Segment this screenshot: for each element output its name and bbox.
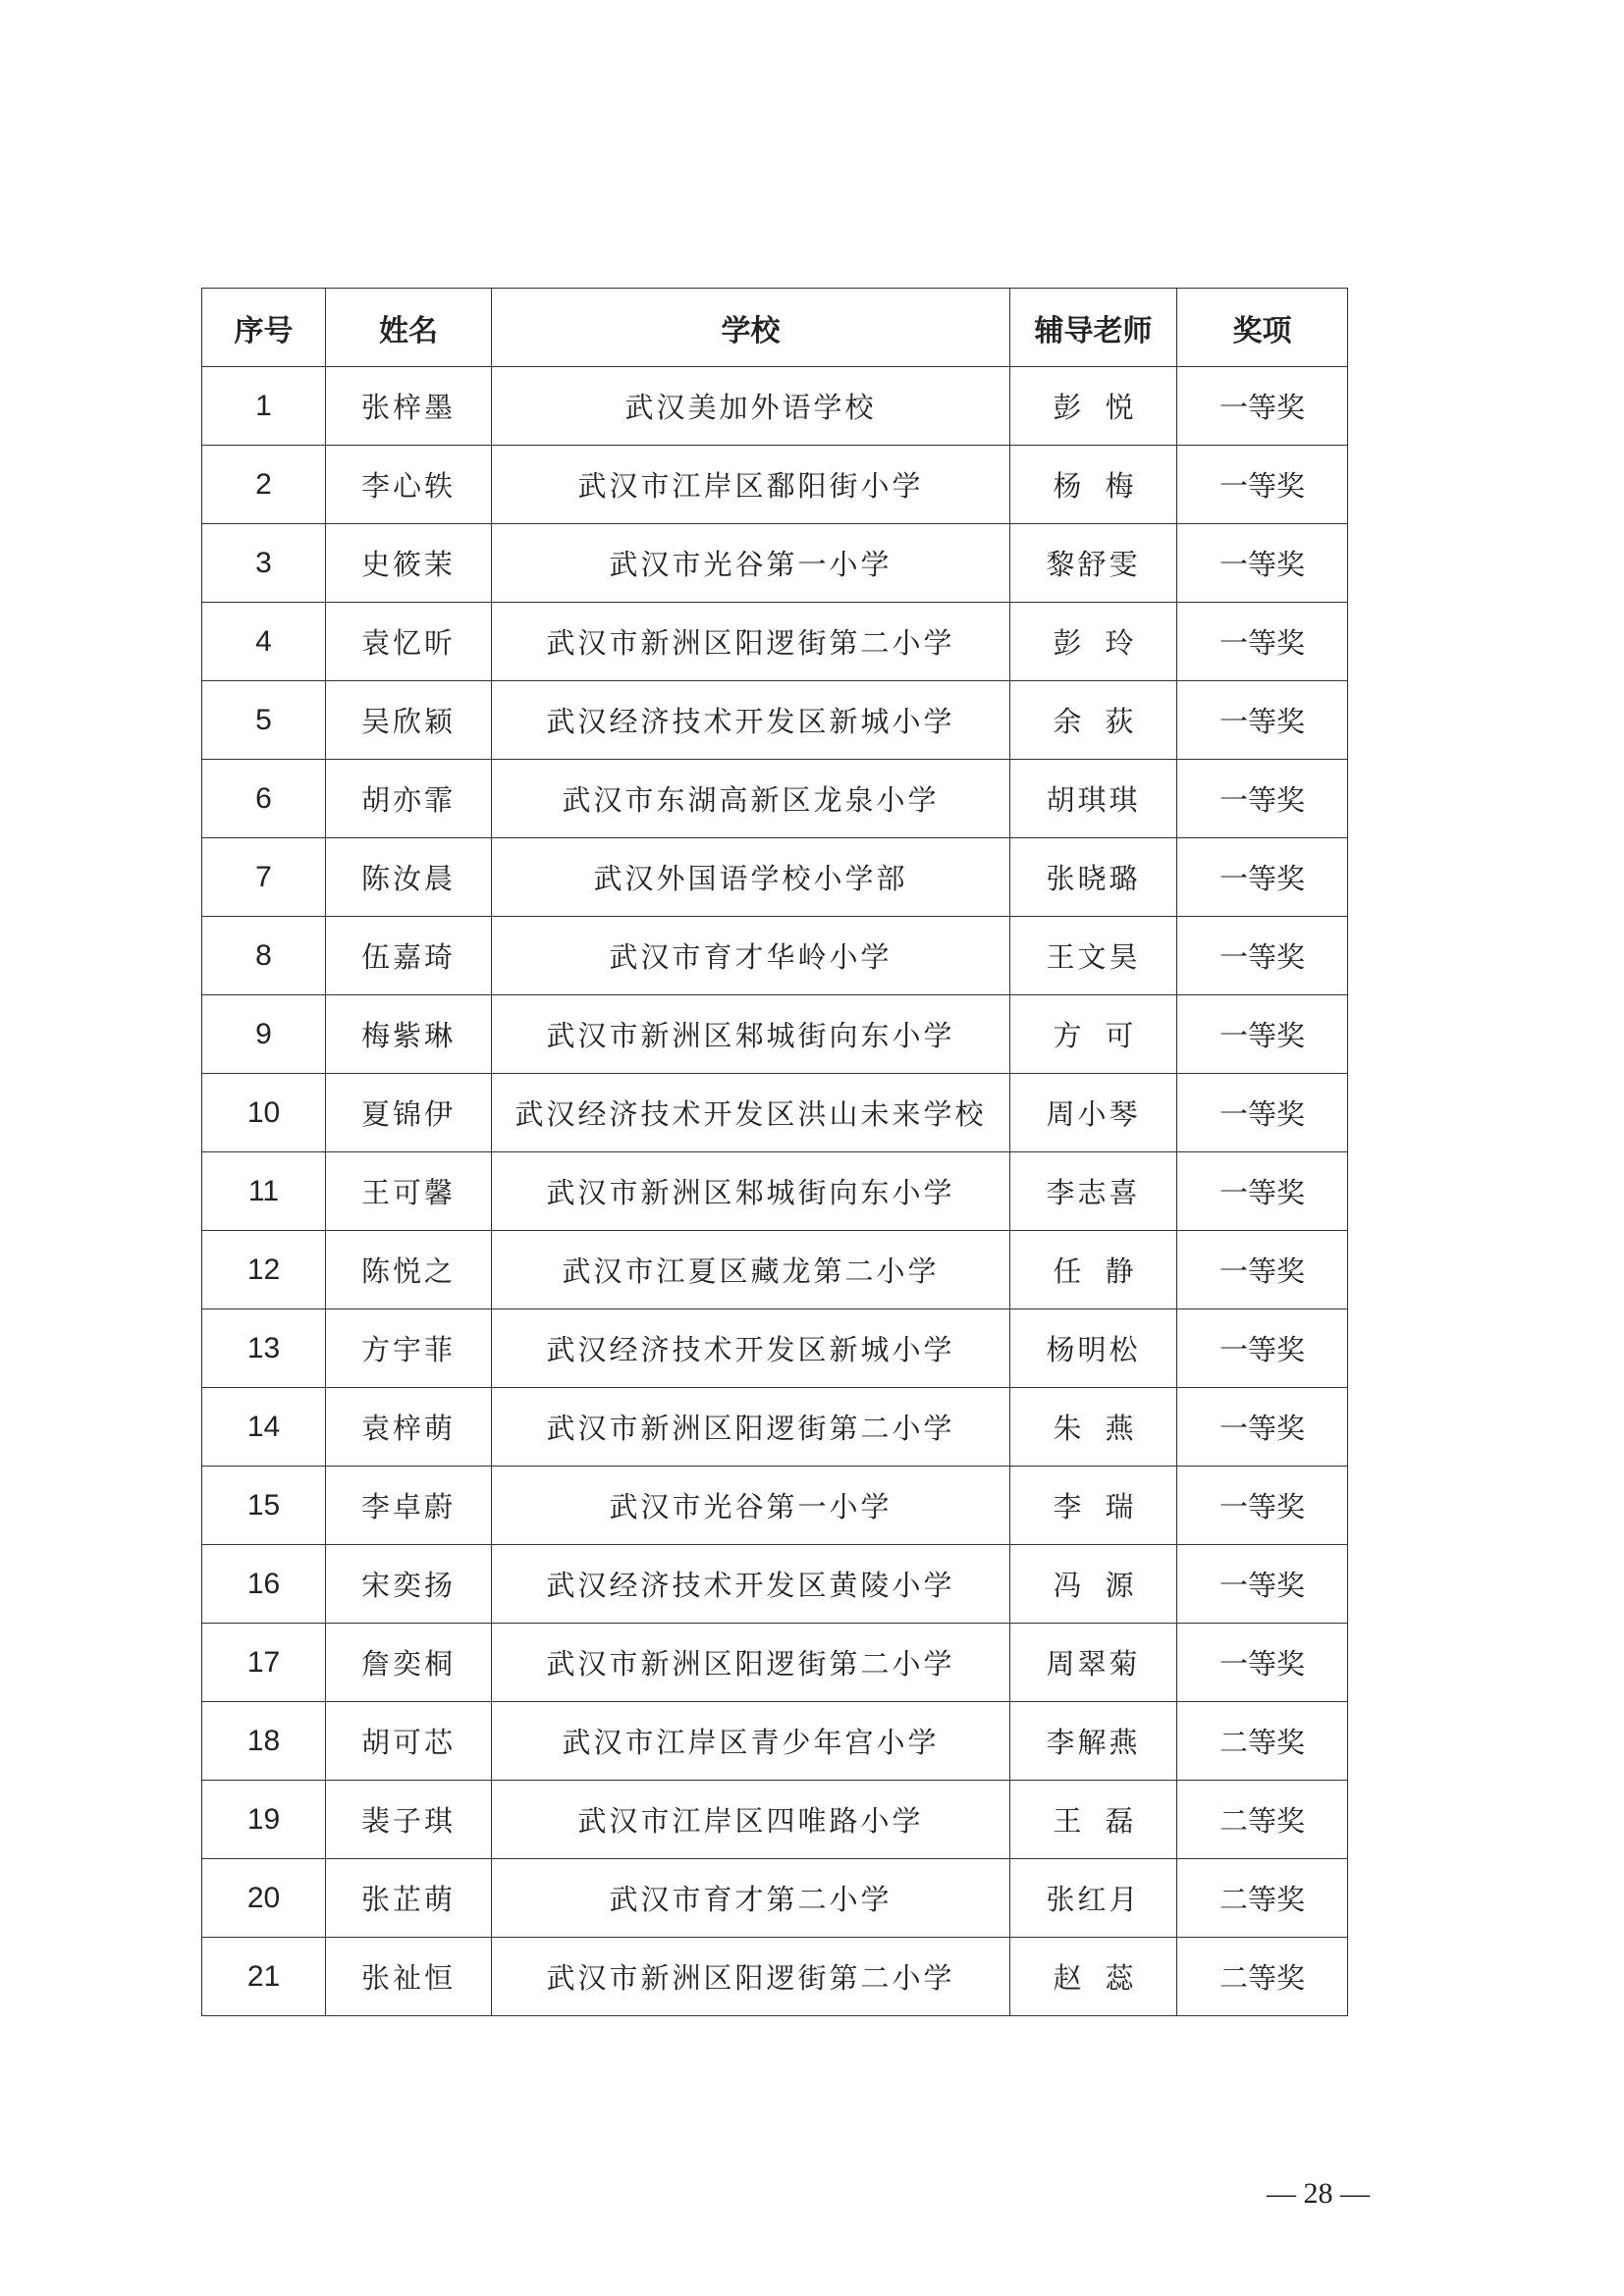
cell-award: 一等奖 — [1177, 1309, 1348, 1388]
cell-student-name: 吴欣颖 — [326, 681, 492, 760]
table-row — [202, 1388, 1348, 1467]
cell-student-name: 史筱茉 — [326, 524, 492, 603]
cell-award: 一等奖 — [1177, 603, 1348, 681]
cell-student-name: 裴子琪 — [326, 1781, 492, 1859]
cell-teacher: 张红月 — [1010, 1859, 1177, 1938]
cell-student-name: 宋奕扬 — [326, 1545, 492, 1624]
cell-no: 3 — [202, 524, 326, 603]
cell-student-name: 张梓墨 — [326, 367, 492, 446]
cell-school: 武汉经济技术开发区新城小学 — [492, 681, 1010, 760]
award-table — [201, 288, 1348, 2016]
cell-school: 武汉市新洲区阳逻街第二小学 — [492, 1624, 1010, 1702]
table-row — [202, 838, 1348, 917]
cell-student-name: 胡亦霏 — [326, 760, 492, 838]
cell-award: 一等奖 — [1177, 681, 1348, 760]
cell-award: 一等奖 — [1177, 446, 1348, 524]
table-row — [202, 1545, 1348, 1624]
cell-no: 20 — [202, 1859, 326, 1938]
cell-no: 10 — [202, 1074, 326, 1152]
cell-school: 武汉市新洲区邾城街向东小学 — [492, 1152, 1010, 1231]
cell-award: 一等奖 — [1177, 1388, 1348, 1467]
cell-student-name: 詹奕桐 — [326, 1624, 492, 1702]
cell-school: 武汉经济技术开发区洪山未来学校 — [492, 1074, 1010, 1152]
header-school: 学校 — [492, 289, 1010, 367]
table-row — [202, 367, 1348, 446]
cell-award: 一等奖 — [1177, 1467, 1348, 1545]
cell-school: 武汉美加外语学校 — [492, 367, 1010, 446]
cell-teacher: 朱燕 — [1010, 1388, 1177, 1467]
cell-teacher: 李志喜 — [1010, 1152, 1177, 1231]
cell-no: 17 — [202, 1624, 326, 1702]
cell-award: 一等奖 — [1177, 1624, 1348, 1702]
cell-award: 一等奖 — [1177, 995, 1348, 1074]
cell-no: 12 — [202, 1231, 326, 1309]
cell-school: 武汉市新洲区阳逻街第二小学 — [492, 1388, 1010, 1467]
cell-student-name: 李心轶 — [326, 446, 492, 524]
table-row — [202, 1702, 1348, 1781]
cell-no: 9 — [202, 995, 326, 1074]
cell-teacher: 任静 — [1010, 1231, 1177, 1309]
cell-no: 11 — [202, 1152, 326, 1231]
cell-school: 武汉市育才第二小学 — [492, 1859, 1010, 1938]
cell-teacher: 周小琴 — [1010, 1074, 1177, 1152]
cell-student-name: 陈汝晨 — [326, 838, 492, 917]
cell-teacher: 李瑞 — [1010, 1467, 1177, 1545]
cell-school: 武汉外国语学校小学部 — [492, 838, 1010, 917]
cell-school: 武汉市光谷第一小学 — [492, 1467, 1010, 1545]
cell-teacher: 张晓璐 — [1010, 838, 1177, 917]
cell-no: 4 — [202, 603, 326, 681]
cell-school: 武汉市江岸区四唯路小学 — [492, 1781, 1010, 1859]
table-row — [202, 1152, 1348, 1231]
header-no: 序号 — [202, 289, 326, 367]
cell-teacher: 方可 — [1010, 995, 1177, 1074]
cell-award: 二等奖 — [1177, 1938, 1348, 2016]
table-row — [202, 917, 1348, 995]
cell-student-name: 方宇菲 — [326, 1309, 492, 1388]
table-row — [202, 446, 1348, 524]
cell-school: 武汉经济技术开发区黄陵小学 — [492, 1545, 1010, 1624]
header-name: 姓名 — [326, 289, 492, 367]
cell-student-name: 袁忆昕 — [326, 603, 492, 681]
cell-teacher: 王磊 — [1010, 1781, 1177, 1859]
cell-teacher: 李解燕 — [1010, 1702, 1177, 1781]
cell-school: 武汉市江夏区藏龙第二小学 — [492, 1231, 1010, 1309]
cell-student-name: 王可馨 — [326, 1152, 492, 1231]
cell-award: 一等奖 — [1177, 524, 1348, 603]
cell-school: 武汉市江岸区青少年宫小学 — [492, 1702, 1010, 1781]
cell-student-name: 李卓蔚 — [326, 1467, 492, 1545]
cell-teacher: 周翠菊 — [1010, 1624, 1177, 1702]
cell-teacher: 冯源 — [1010, 1545, 1177, 1624]
cell-teacher: 赵蕊 — [1010, 1938, 1177, 2016]
cell-no: 8 — [202, 917, 326, 995]
cell-school: 武汉市东湖高新区龙泉小学 — [492, 760, 1010, 838]
table-row — [202, 1938, 1348, 2016]
cell-no: 21 — [202, 1938, 326, 2016]
table-body — [202, 367, 1348, 2016]
cell-award: 一等奖 — [1177, 917, 1348, 995]
cell-student-name: 伍嘉琦 — [326, 917, 492, 995]
cell-no: 16 — [202, 1545, 326, 1624]
cell-school: 武汉经济技术开发区新城小学 — [492, 1309, 1010, 1388]
cell-school: 武汉市新洲区阳逻街第二小学 — [492, 603, 1010, 681]
cell-award: 一等奖 — [1177, 838, 1348, 917]
table-row — [202, 524, 1348, 603]
table-row — [202, 760, 1348, 838]
cell-award: 一等奖 — [1177, 367, 1348, 446]
cell-no: 2 — [202, 446, 326, 524]
table-row — [202, 1467, 1348, 1545]
cell-no: 5 — [202, 681, 326, 760]
table-row — [202, 1309, 1348, 1388]
table-row — [202, 603, 1348, 681]
cell-student-name: 张芷萌 — [326, 1859, 492, 1938]
table-header-row — [202, 289, 1348, 367]
cell-school: 武汉市江岸区鄱阳街小学 — [492, 446, 1010, 524]
table-row — [202, 1074, 1348, 1152]
table-row — [202, 1624, 1348, 1702]
header-teacher: 辅导老师 — [1010, 289, 1177, 367]
cell-student-name: 张祉恒 — [326, 1938, 492, 2016]
cell-teacher: 王文昊 — [1010, 917, 1177, 995]
cell-no: 19 — [202, 1781, 326, 1859]
cell-teacher: 黎舒雯 — [1010, 524, 1177, 603]
table-row — [202, 681, 1348, 760]
table-row — [202, 1231, 1348, 1309]
cell-award: 二等奖 — [1177, 1702, 1348, 1781]
cell-no: 7 — [202, 838, 326, 917]
cell-teacher: 胡琪琪 — [1010, 760, 1177, 838]
cell-award: 一等奖 — [1177, 760, 1348, 838]
cell-student-name: 袁梓萌 — [326, 1388, 492, 1467]
cell-school: 武汉市新洲区阳逻街第二小学 — [492, 1938, 1010, 2016]
cell-teacher: 彭玲 — [1010, 603, 1177, 681]
cell-no: 14 — [202, 1388, 326, 1467]
cell-no: 13 — [202, 1309, 326, 1388]
table-row — [202, 1859, 1348, 1938]
table-row — [202, 1781, 1348, 1859]
cell-no: 18 — [202, 1702, 326, 1781]
page-number: — 28 — — [1267, 2177, 1370, 2210]
cell-teacher: 余荻 — [1010, 681, 1177, 760]
header-award: 奖项 — [1177, 289, 1348, 367]
cell-student-name: 胡可芯 — [326, 1702, 492, 1781]
cell-teacher: 彭悦 — [1010, 367, 1177, 446]
cell-teacher: 杨梅 — [1010, 446, 1177, 524]
cell-no: 6 — [202, 760, 326, 838]
cell-award: 一等奖 — [1177, 1545, 1348, 1624]
cell-award: 一等奖 — [1177, 1231, 1348, 1309]
cell-award: 二等奖 — [1177, 1859, 1348, 1938]
cell-teacher: 杨明松 — [1010, 1309, 1177, 1388]
cell-school: 武汉市光谷第一小学 — [492, 524, 1010, 603]
cell-student-name: 陈悦之 — [326, 1231, 492, 1309]
cell-award: 一等奖 — [1177, 1152, 1348, 1231]
cell-school: 武汉市新洲区邾城街向东小学 — [492, 995, 1010, 1074]
cell-no: 1 — [202, 367, 326, 446]
cell-student-name: 梅紫琳 — [326, 995, 492, 1074]
cell-student-name: 夏锦伊 — [326, 1074, 492, 1152]
table-row — [202, 995, 1348, 1074]
cell-award: 二等奖 — [1177, 1781, 1348, 1859]
cell-no: 15 — [202, 1467, 326, 1545]
cell-school: 武汉市育才华岭小学 — [492, 917, 1010, 995]
cell-award: 一等奖 — [1177, 1074, 1348, 1152]
